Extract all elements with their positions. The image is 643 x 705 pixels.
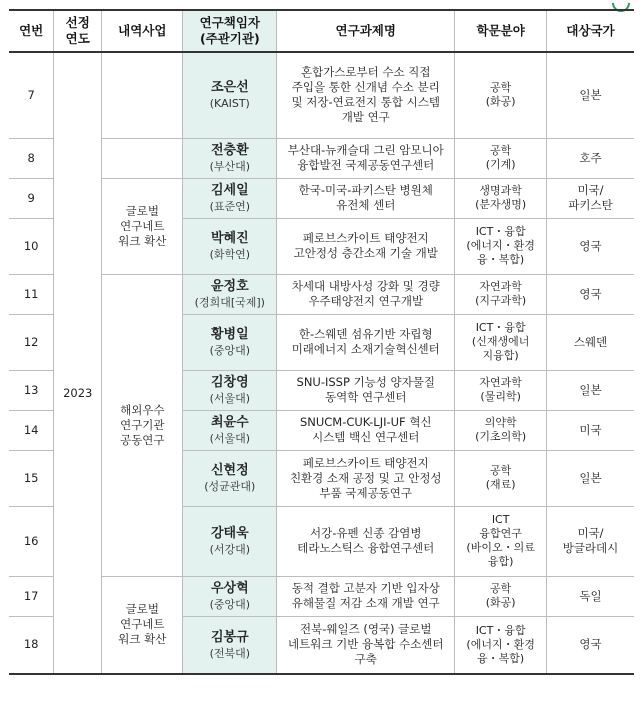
header-field: 학문분야 — [455, 10, 547, 52]
pi-org: (중앙대) — [209, 598, 251, 611]
project-cell: 페로브스카이트 태양전지 고안정성 층간소재 기술 개발 — [277, 218, 455, 274]
header-num: 연번 — [9, 10, 54, 52]
pi-org: (중앙대) — [209, 344, 251, 357]
project-cell: 서강-유펜 신종 감염병 테라노스틱스 융합연구센터 — [277, 506, 455, 576]
row-num: 16 — [9, 506, 54, 576]
header-project: 연구과제명 — [277, 10, 455, 52]
pi-cell — [183, 576, 277, 616]
project-cell: SNUCM-CUK-LJI-UF 혁신 시스템 백신 연구센터 — [277, 410, 455, 450]
country-cell: 영국 — [546, 274, 634, 314]
field-cell: ICT・융합 (에너지・환경 융・복합) — [455, 218, 547, 274]
table-row — [9, 178, 634, 218]
pi-cell — [183, 52, 277, 138]
pi-name: 우상혁 — [210, 581, 249, 596]
pi-org: (표준연) — [209, 200, 251, 213]
project-cell: 전북-웨일즈 (영국) 글로벌 네트워크 기반 융복합 수소센터 구축 — [277, 616, 455, 674]
field-cell: ICT・융합 (에너지・환경 융・복합) — [455, 616, 547, 674]
row-num: 8 — [9, 138, 54, 178]
header-year: 선정 연도 — [54, 10, 102, 52]
pi-org: (부산대) — [209, 160, 251, 173]
pi-org: (성균관대) — [204, 480, 256, 493]
country-cell: 영국 — [546, 218, 634, 274]
program-cell: 글로벌 연구네트 워크 확산 — [102, 178, 183, 274]
pi-name: 조은선 — [210, 80, 249, 96]
pi-org: (서울대) — [209, 432, 251, 445]
header-pi: 연구책임자 (주관기관) — [183, 10, 277, 52]
project-cell: 한-스웨덴 섬유기반 자립형 미래에너지 소재기술혁신센터 — [277, 314, 455, 370]
pi-name: 강태욱 — [210, 526, 249, 541]
program-cell: 해외우수 연구기관 공동연구 — [102, 274, 183, 576]
research-projects-table — [9, 9, 634, 675]
pi-name: 윤정호 — [210, 279, 249, 294]
pi-name: 김창영 — [210, 375, 249, 390]
country-cell: 일본 — [546, 370, 634, 410]
pi-cell — [183, 314, 277, 370]
pi-cell — [183, 178, 277, 218]
row-num: 7 — [9, 52, 54, 138]
row-num: 12 — [9, 314, 54, 370]
pi-name: 황병일 — [210, 327, 249, 342]
field-cell: 공학 (기계) — [455, 138, 547, 178]
pi-cell — [183, 370, 277, 410]
field-cell: ICT・융합 (신재생에너 지융합) — [455, 314, 547, 370]
field-cell: 공학 (화공) — [455, 576, 547, 616]
pi-cell — [183, 138, 277, 178]
table-row — [9, 52, 634, 138]
table-row — [9, 138, 634, 178]
pi-cell — [183, 218, 277, 274]
table-row — [9, 576, 634, 616]
country-cell: 미국/ 파키스탄 — [546, 178, 634, 218]
field-cell: 자연과학 (지구과학) — [455, 274, 547, 314]
pi-cell — [183, 506, 277, 576]
pi-name: 전충환 — [210, 143, 249, 158]
row-num: 14 — [9, 410, 54, 450]
program-cell: 글로벌 연구네트 워크 확산 — [102, 576, 183, 674]
pi-cell — [183, 274, 277, 314]
pi-name: 신현정 — [210, 463, 249, 478]
country-cell: 미국 — [546, 410, 634, 450]
pi-cell — [183, 410, 277, 450]
header-row — [9, 10, 634, 52]
row-num: 13 — [9, 370, 54, 410]
pi-name: 최윤수 — [210, 415, 249, 430]
program-cell-empty — [102, 138, 183, 178]
pi-name: 김세일 — [210, 183, 249, 198]
pi-cell — [183, 450, 277, 506]
pi-name: 김봉규 — [210, 629, 249, 645]
pi-org: (화학연) — [209, 248, 251, 261]
row-num: 18 — [9, 616, 54, 674]
row-num: 9 — [9, 178, 54, 218]
field-cell: 공학 (재료) — [455, 450, 547, 506]
project-cell: 혼합가스로부터 수소 직접 주입을 통한 신개념 수소 분리 및 저장-연료전지 통합 시스템 개발 연구 — [277, 52, 455, 138]
pi-org: (KAIST) — [209, 97, 250, 111]
pi-org: (전북대) — [209, 646, 251, 660]
field-cell: 자연과학 (물리학) — [455, 370, 547, 410]
table-row — [9, 274, 634, 314]
row-num: 10 — [9, 218, 54, 274]
project-cell: 차세대 내방사성 강화 및 경량 우주태양전지 연구개발 — [277, 274, 455, 314]
country-cell: 일본 — [546, 450, 634, 506]
field-cell: 공학 (화공) — [455, 52, 547, 138]
project-cell: SNU-ISSP 기능성 양자물질 동역학 연구센터 — [277, 370, 455, 410]
field-cell: ICT 융합연구 (바이오・의료 융합) — [455, 506, 547, 576]
pi-org: (서울대) — [209, 392, 251, 405]
field-cell: 생명과학 (분자생명) — [455, 178, 547, 218]
row-num: 17 — [9, 576, 54, 616]
pi-org: (서강대) — [209, 543, 251, 556]
year-cell: 2023 — [54, 52, 102, 674]
row-num: 15 — [9, 450, 54, 506]
pi-org: (경희대[국제]) — [194, 296, 265, 309]
country-cell: 독일 — [546, 576, 634, 616]
header-country: 대상국가 — [546, 10, 634, 52]
country-cell: 호주 — [546, 138, 634, 178]
field-cell: 의약학 (기초의학) — [455, 410, 547, 450]
project-cell: 부산대-뉴캐슬대 그린 암모니아 융합발전 국제공동연구센터 — [277, 138, 455, 178]
project-cell: 페로브스카이트 태양전지 친환경 소재 공정 및 고 안정성 부품 국제공동연구 — [277, 450, 455, 506]
project-cell: 동적 결합 고분자 기반 입자상 유해물질 저감 소재 개발 연구 — [277, 576, 455, 616]
country-cell: 일본 — [546, 52, 634, 138]
program-cell-empty — [102, 52, 183, 138]
row-num: 11 — [9, 274, 54, 314]
country-cell: 미국/ 방글라데시 — [546, 506, 634, 576]
country-cell: 스웨덴 — [546, 314, 634, 370]
pi-cell — [183, 616, 277, 674]
header-program: 내역사업 — [102, 10, 183, 52]
pi-name: 박혜진 — [210, 231, 249, 246]
project-cell: 한국-미국-파키스탄 병원체 유전체 센터 — [277, 178, 455, 218]
country-cell: 영국 — [546, 616, 634, 674]
